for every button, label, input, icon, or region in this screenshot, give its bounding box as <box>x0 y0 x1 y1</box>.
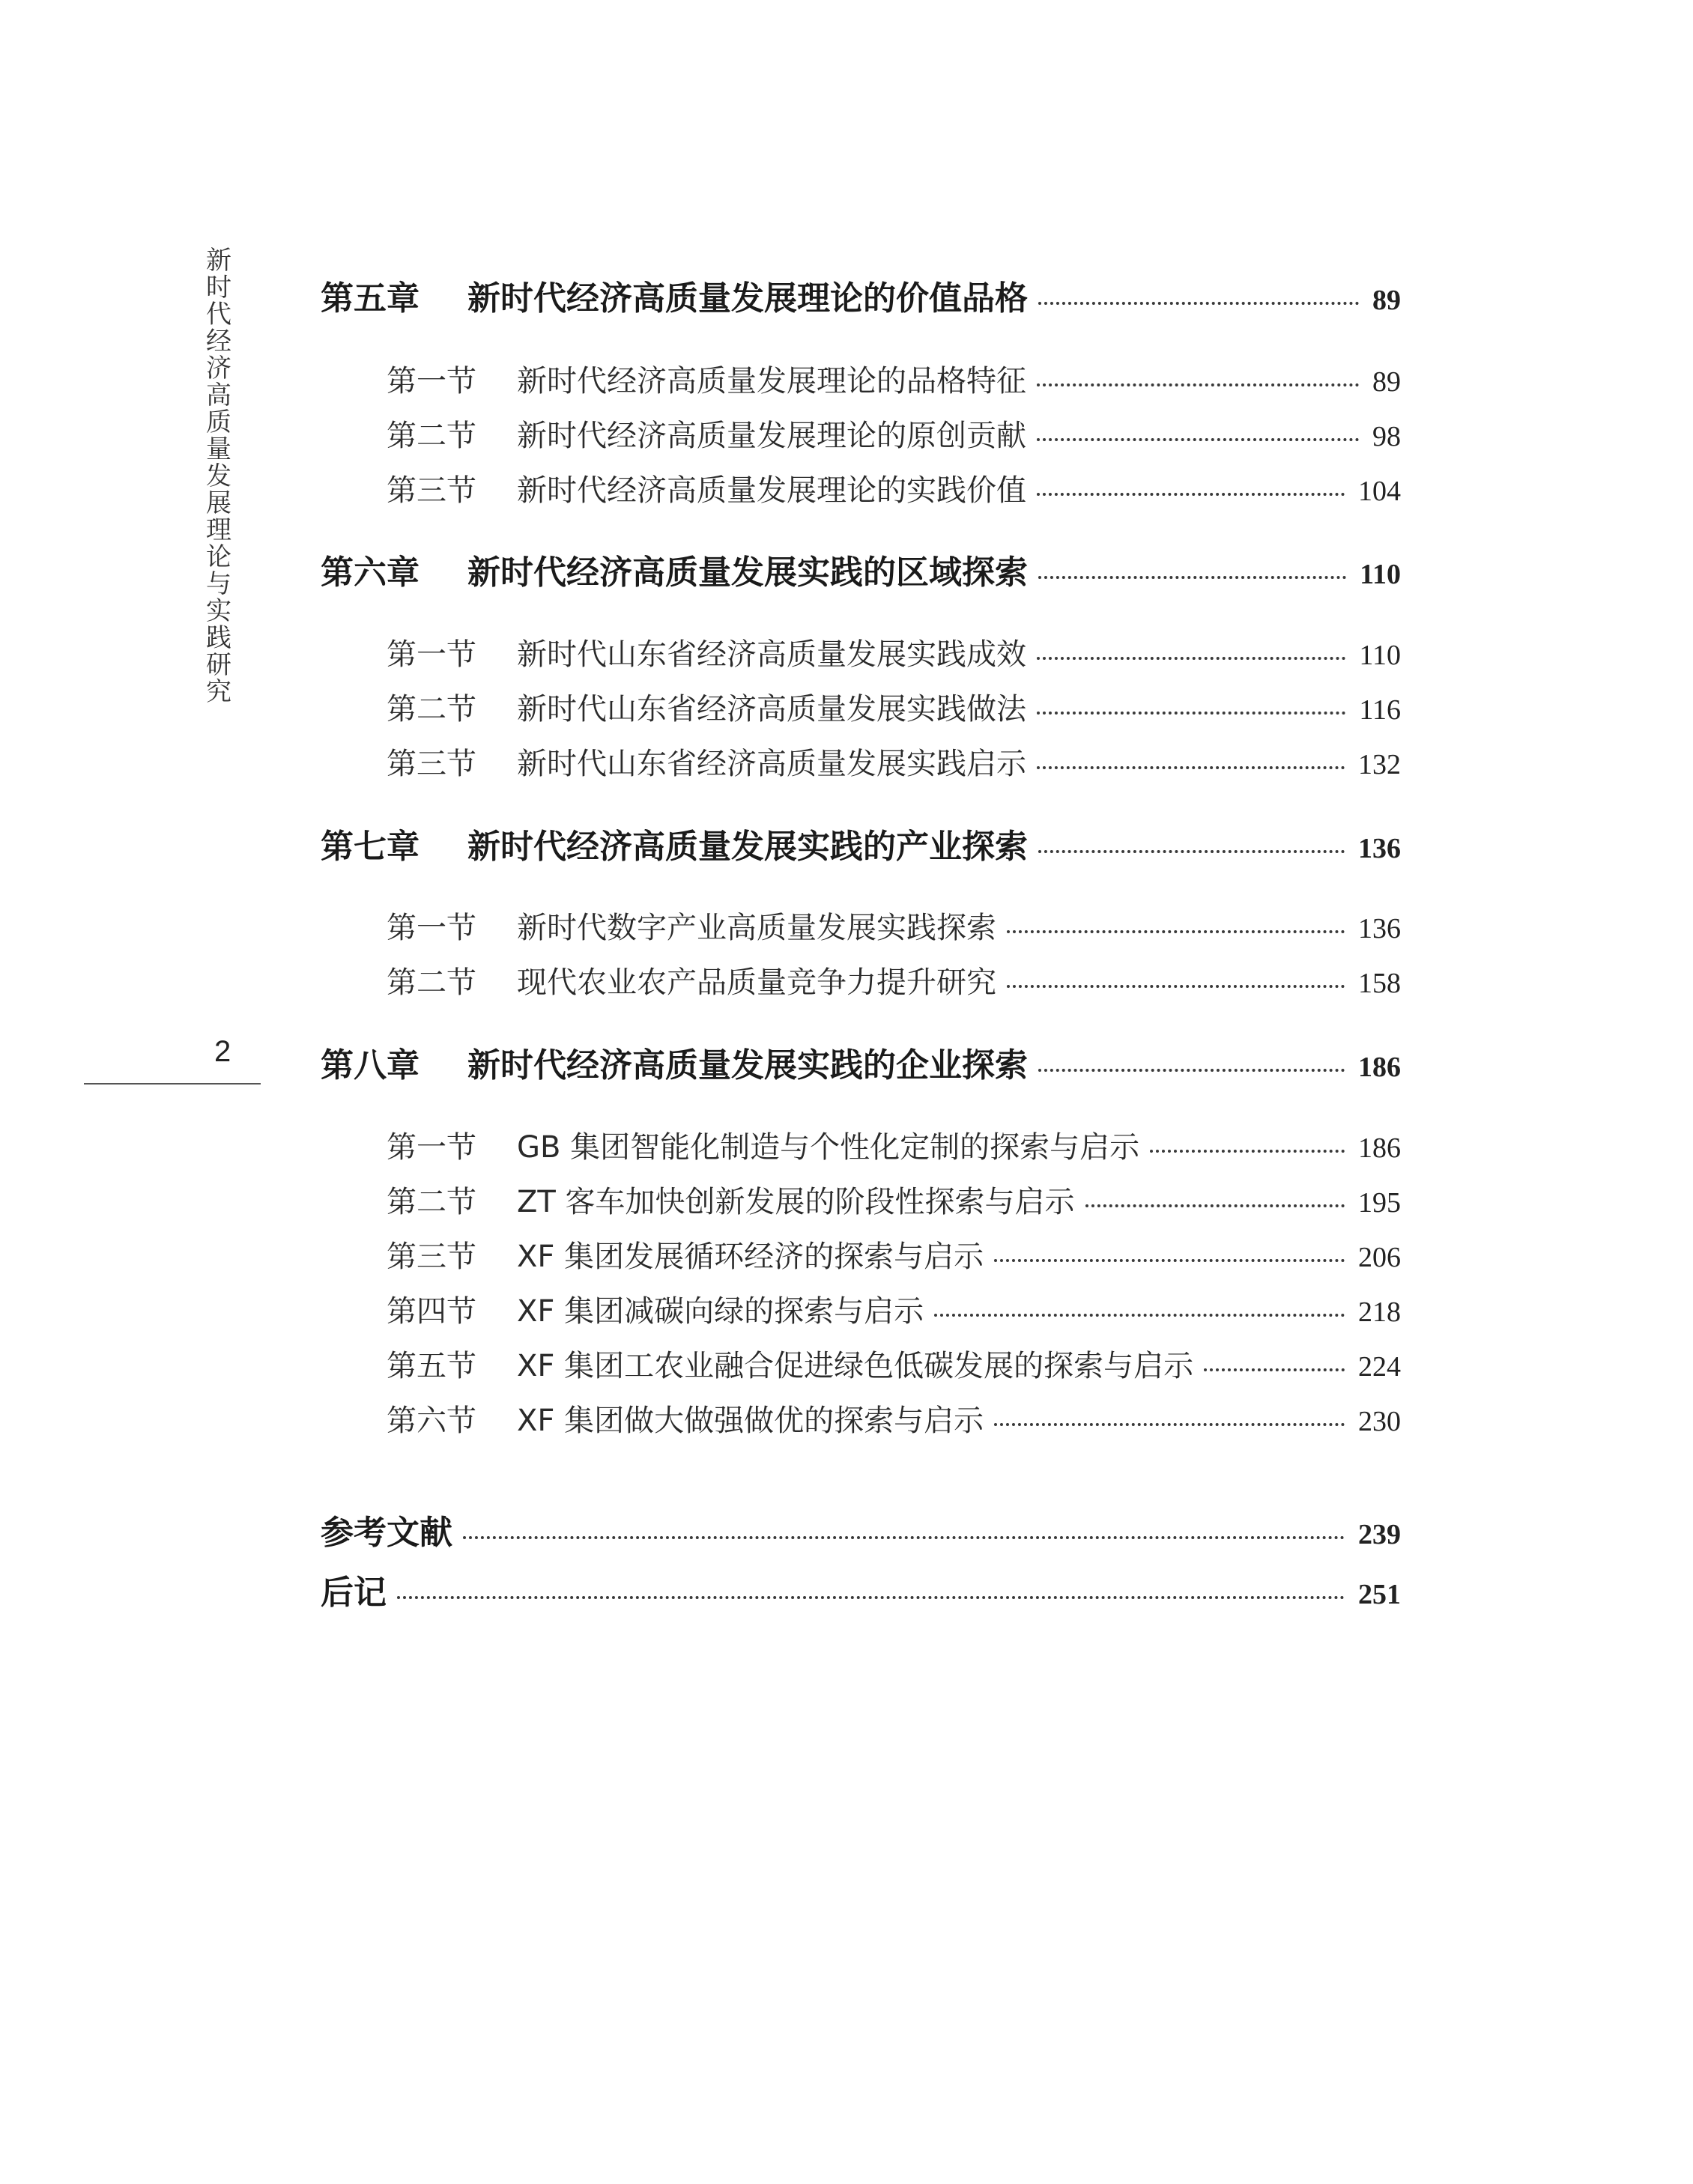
section-title: 新时代山东省经济高质量发展实践做法 <box>517 692 1026 727</box>
page-ref: 98 <box>1372 421 1401 452</box>
page-ref: 186 <box>1358 1132 1401 1164</box>
dot-leader <box>994 1422 1345 1426</box>
section-number: 第二节 <box>387 965 476 1000</box>
dot-leader <box>1037 710 1345 715</box>
section-number: 第一节 <box>387 364 476 398</box>
toc-section[interactable] <box>387 1397 1401 1440</box>
back-matter-title: 参考文献 <box>321 1514 452 1552</box>
dot-leader <box>1038 300 1359 305</box>
chapter-number: 第七章 <box>321 828 420 866</box>
chapter-title: 新时代经济高质量发展理论的价值品格 <box>467 279 1028 318</box>
section-title: XF 集团工农业融合促进绿色低碳发展的探索与启示 <box>517 1349 1194 1383</box>
toc-references[interactable] <box>321 1505 1401 1553</box>
section-title: GB 集团智能化制造与个性化定制的探索与启示 <box>517 1130 1140 1165</box>
dot-leader <box>463 1535 1345 1539</box>
toc-chapter-6[interactable] <box>321 545 1401 593</box>
section-title: XF 集团做大做强做优的探索与启示 <box>517 1404 984 1438</box>
section-title: XF 集团减碳向绿的探索与启示 <box>517 1294 924 1329</box>
chapter-title: 新时代经济高质量发展实践的区域探索 <box>467 553 1028 592</box>
page-ref: 110 <box>1359 640 1401 671</box>
page-number-rule <box>84 1083 261 1085</box>
running-title: 新时代经济高质量发展理论与实践研究 <box>206 246 231 707</box>
dot-leader <box>1038 849 1345 853</box>
dot-leader <box>994 1258 1345 1262</box>
page-ref: 186 <box>1358 1052 1401 1083</box>
page-ref: 224 <box>1358 1351 1401 1383</box>
section-number: 第六节 <box>387 1404 476 1438</box>
page-ref: 136 <box>1358 913 1401 944</box>
page-number: 2 <box>214 1035 231 1068</box>
toc-chapter-8[interactable] <box>321 1038 1401 1086</box>
chapter-number: 第六章 <box>321 553 420 592</box>
page-ref: 206 <box>1358 1242 1401 1273</box>
page-ref: 104 <box>1358 476 1401 507</box>
section-number: 第三节 <box>387 473 476 508</box>
section-title: 现代农业农产品质量竞争力提升研究 <box>517 965 996 1000</box>
toc-section[interactable] <box>387 1342 1401 1385</box>
page-ref: 218 <box>1358 1296 1401 1328</box>
toc-section[interactable] <box>387 685 1401 728</box>
section-number: 第二节 <box>387 1185 476 1219</box>
section-number: 第一节 <box>387 911 476 945</box>
toc-section[interactable] <box>387 1233 1401 1275</box>
page-ref: 230 <box>1358 1406 1401 1437</box>
page-ref: 89 <box>1372 366 1401 398</box>
section-number: 第五节 <box>387 1349 476 1383</box>
toc-section[interactable] <box>387 631 1401 673</box>
toc-section[interactable] <box>387 357 1401 400</box>
page-ref: 116 <box>1359 694 1401 726</box>
page-ref: 132 <box>1358 749 1401 780</box>
section-number: 第三节 <box>387 1240 476 1274</box>
toc-section[interactable] <box>387 740 1401 783</box>
page-ref: 158 <box>1358 968 1401 999</box>
dot-leader <box>1037 437 1359 441</box>
page-ref: 136 <box>1358 833 1401 864</box>
dot-leader <box>934 1312 1345 1317</box>
section-title: 新时代经济高质量发展理论的实践价值 <box>517 473 1026 508</box>
chapter-title: 新时代经济高质量发展实践的企业探索 <box>467 1046 1028 1085</box>
section-number: 第一节 <box>387 637 476 672</box>
toc-afterword[interactable] <box>321 1565 1401 1613</box>
toc-section[interactable] <box>387 1123 1401 1166</box>
page-ref: 251 <box>1358 1579 1401 1610</box>
toc-section[interactable] <box>387 1178 1401 1221</box>
dot-leader <box>1038 1067 1345 1072</box>
section-title: 新时代经济高质量发展理论的品格特征 <box>517 364 1026 398</box>
back-matter-title: 后记 <box>321 1574 387 1612</box>
page-ref: 89 <box>1372 285 1401 316</box>
dot-leader <box>1007 929 1345 933</box>
dot-leader <box>1037 765 1345 769</box>
dot-leader <box>397 1595 1345 1599</box>
section-number: 第四节 <box>387 1294 476 1329</box>
page-ref: 239 <box>1358 1519 1401 1550</box>
section-title: 新时代数字产业高质量发展实践探索 <box>517 911 996 945</box>
chapter-title: 新时代经济高质量发展实践的产业探索 <box>467 828 1028 866</box>
section-title: 新时代山东省经济高质量发展实践启示 <box>517 747 1026 781</box>
toc-chapter-7[interactable] <box>321 819 1401 867</box>
page-ref: 110 <box>1360 559 1401 590</box>
toc-section[interactable] <box>387 904 1401 947</box>
section-number: 第一节 <box>387 1130 476 1165</box>
dot-leader <box>1007 983 1345 988</box>
toc-section[interactable] <box>387 959 1401 1001</box>
section-number: 第二节 <box>387 419 476 453</box>
dot-leader <box>1038 574 1346 579</box>
dot-leader <box>1037 655 1345 660</box>
section-title: 新时代经济高质量发展理论的原创贡献 <box>517 419 1026 453</box>
chapter-number: 第五章 <box>321 279 420 318</box>
page-ref: 195 <box>1358 1187 1401 1219</box>
toc-section[interactable] <box>387 412 1401 455</box>
toc-section[interactable] <box>387 467 1401 509</box>
dot-leader <box>1037 382 1359 386</box>
section-title: ZT 客车加快创新发展的阶段性探索与启示 <box>517 1185 1075 1219</box>
dot-leader <box>1037 491 1345 496</box>
dot-leader <box>1204 1367 1345 1371</box>
dot-leader <box>1150 1148 1345 1153</box>
toc-section[interactable] <box>387 1287 1401 1330</box>
section-title: XF 集团发展循环经济的探索与启示 <box>517 1240 984 1274</box>
section-number: 第二节 <box>387 692 476 727</box>
toc-chapter-5[interactable] <box>321 271 1401 319</box>
section-number: 第三节 <box>387 747 476 781</box>
section-title: 新时代山东省经济高质量发展实践成效 <box>517 637 1026 672</box>
chapter-number: 第八章 <box>321 1046 420 1085</box>
dot-leader <box>1085 1203 1345 1207</box>
